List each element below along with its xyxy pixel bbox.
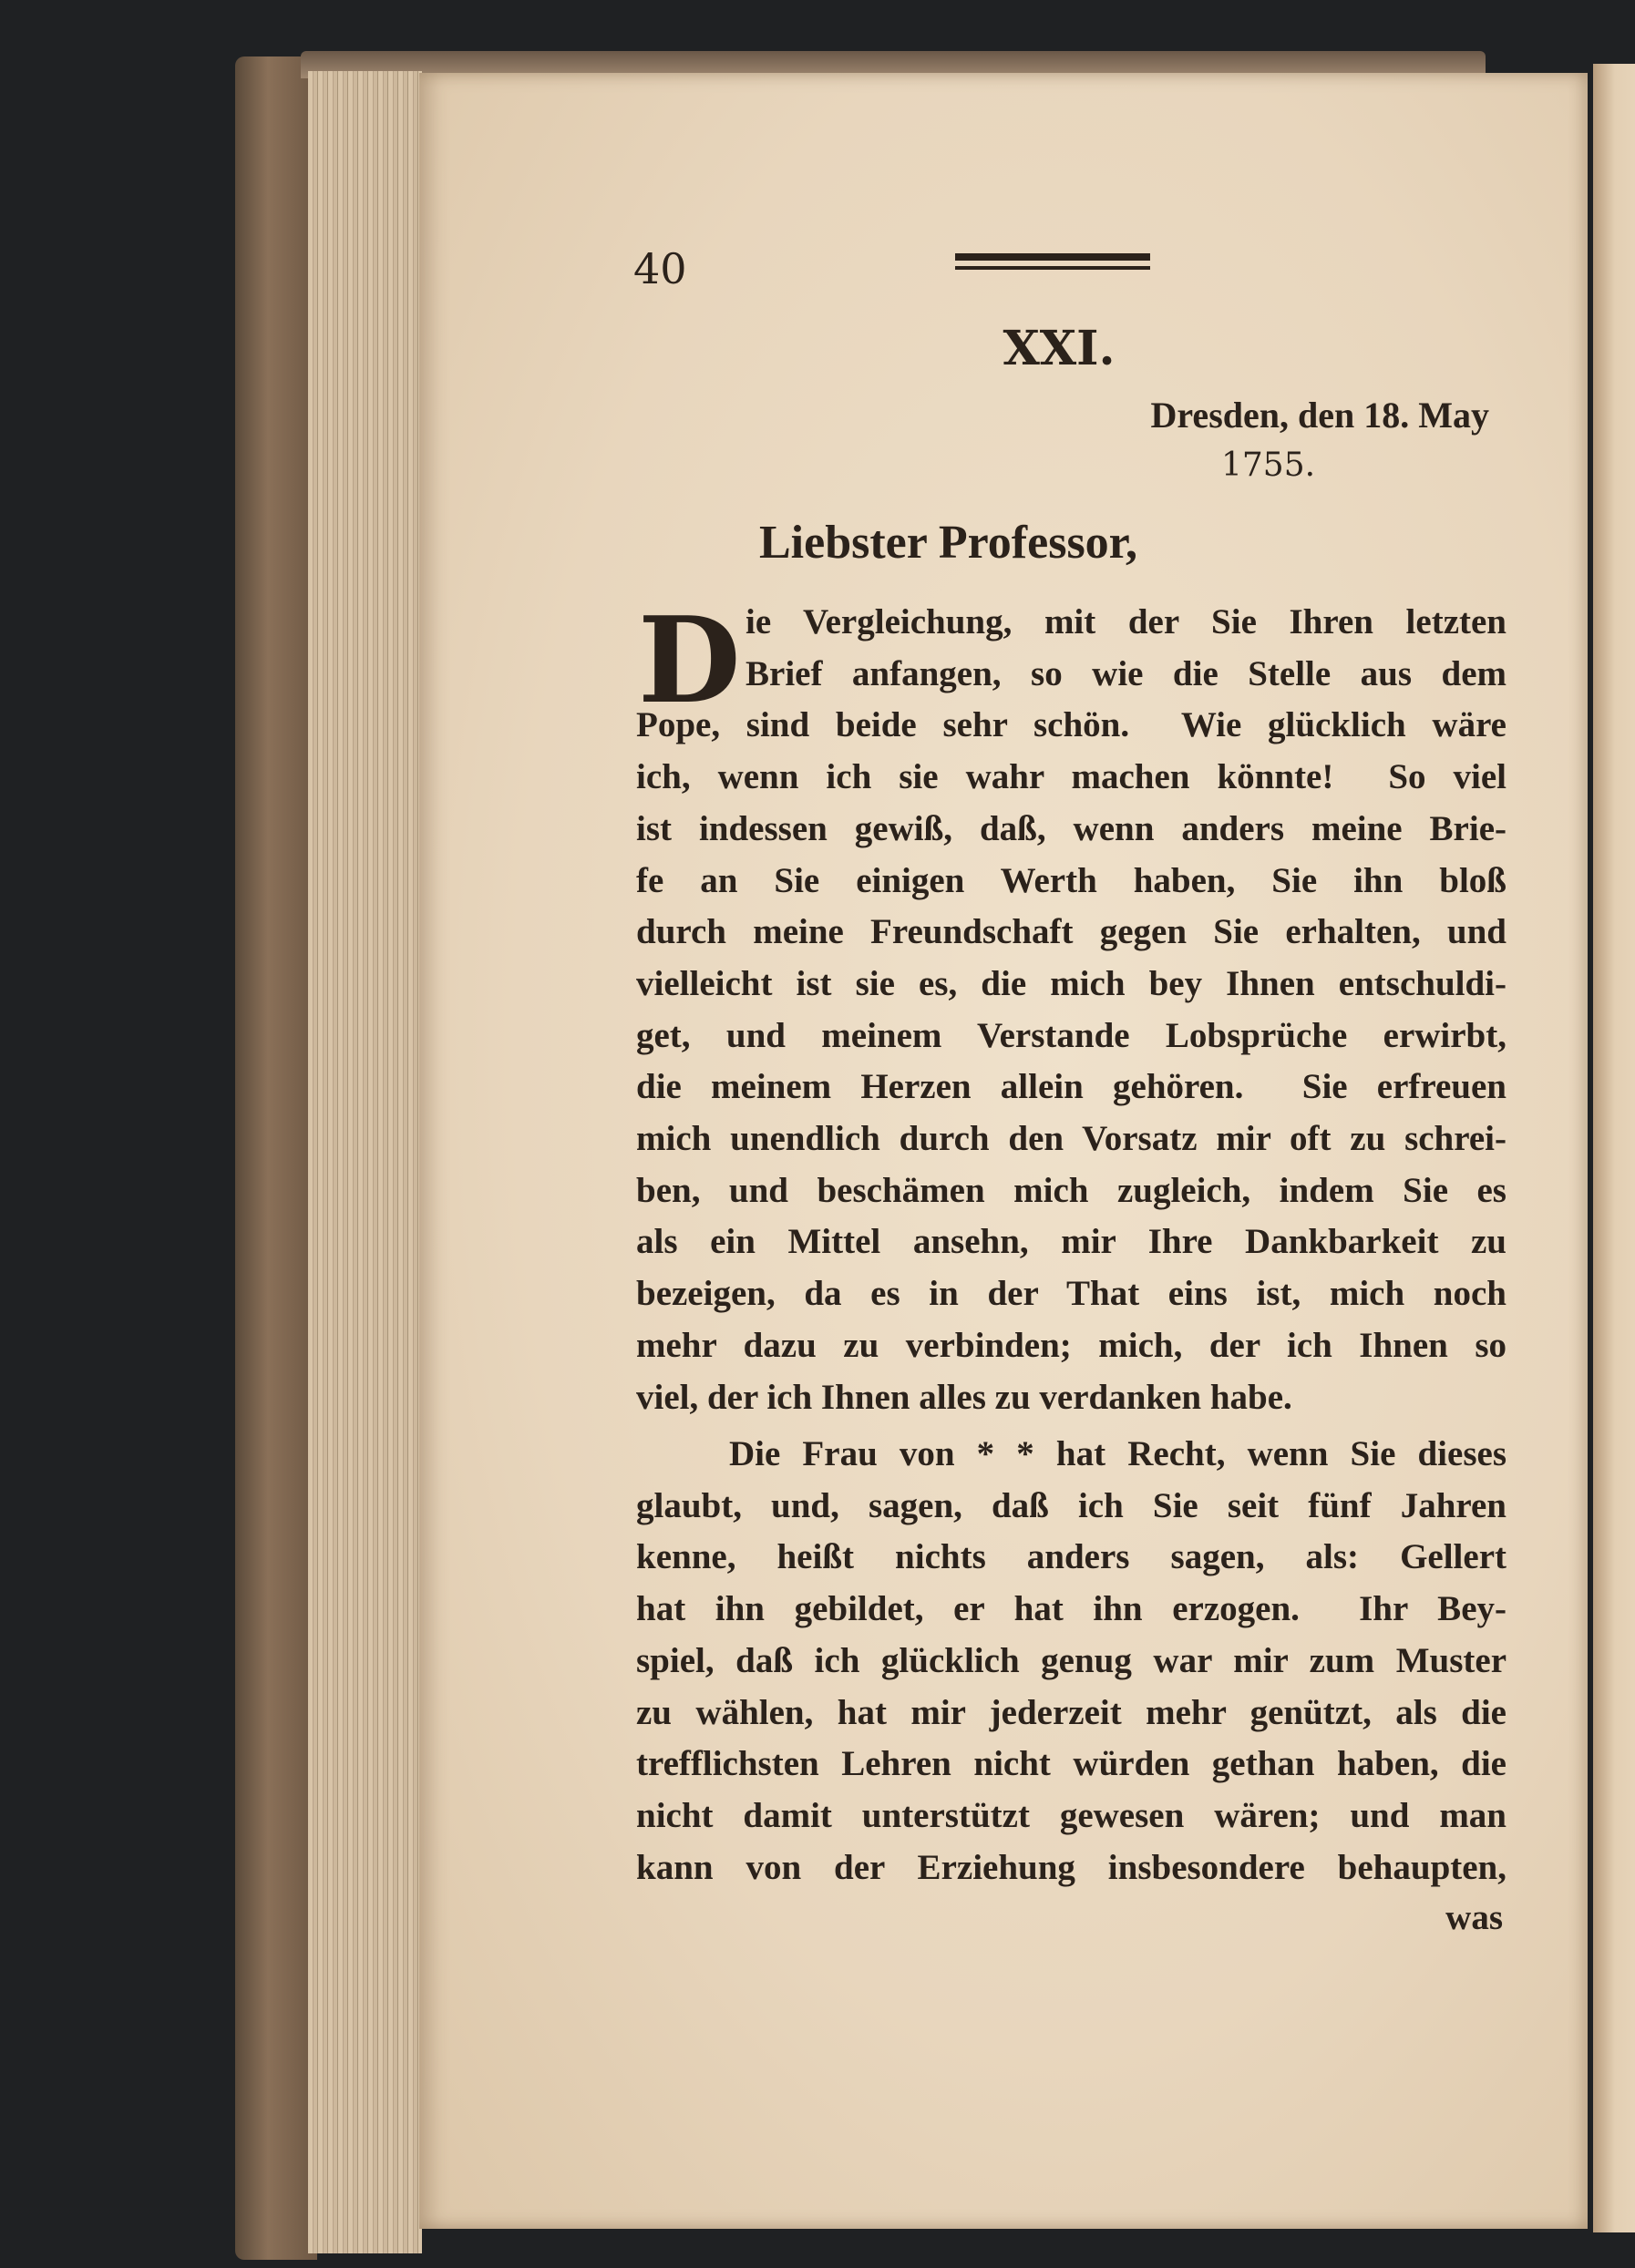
salutation: Liebster Professor, [759, 517, 1137, 569]
text-line: vielleicht ist sie es, die mich bey Ihnen entschuldi- [636, 963, 1506, 1003]
header-rule [955, 253, 1150, 261]
text-line: trefflichsten Lehren nicht würden gethan haben, die [636, 1744, 1506, 1784]
dateline: Dresden, den 18. May [1150, 395, 1489, 436]
text-line: nicht damit unterstützt gewesen wären; und man [636, 1795, 1506, 1835]
text-line: ich, wenn ich sie wahr machen könnte! So viel [636, 757, 1506, 797]
text-line-row [636, 855, 1506, 907]
text-line-row [636, 1061, 1506, 1113]
text-line-row [636, 1319, 1506, 1371]
page-number: 40 [633, 244, 687, 293]
chapter-number: XXI. [1003, 321, 1116, 376]
text-line: kenne, heißt nichts anders sagen, als: Gellert [636, 1537, 1506, 1577]
text-line: als ein Mittel ansehn, mir Ihre Dankbarkeit zu [636, 1222, 1506, 1262]
text-line-row [636, 1480, 1506, 1532]
text-line: Pope, sind beide sehr schön. Wie glücklich wäre [636, 705, 1506, 745]
text-line-row [636, 1635, 1506, 1687]
text-line-row [636, 751, 1506, 803]
text-line: Brief anfangen, so wie die Stelle aus dem [746, 653, 1506, 693]
text-line: ie Vergleichung, mit der Sie Ihren letzten [746, 602, 1506, 641]
text-line-row [636, 1531, 1506, 1583]
text-line: ben, und beschämen mich zugleich, indem Sie es [636, 1170, 1506, 1210]
text-line-row [636, 1216, 1506, 1267]
text-line: durch meine Freundschaft gegen Sie erhalten, und [636, 912, 1506, 952]
text-line-row [636, 1165, 1506, 1216]
text-line-row [746, 648, 1506, 700]
text-line-row [636, 1010, 1506, 1062]
text-line: hat ihn gebildet, er hat ihn erzogen. Ihr Bey- [636, 1589, 1506, 1629]
page-edges [308, 71, 422, 2253]
text-line-row [636, 906, 1506, 958]
text-line-row [636, 1371, 1506, 1423]
text-line-row [636, 1113, 1506, 1165]
text-line-row [636, 1842, 1506, 1893]
date-year: 1755. [1221, 446, 1316, 484]
book-cover [235, 56, 317, 2260]
text-line: die meinem Herzen allein gehören. Sie erfreuen [636, 1067, 1506, 1107]
text-line: glaubt, und, sagen, daß ich Sie seit fünf Jahren [636, 1485, 1506, 1525]
text-line-row [636, 958, 1506, 1010]
facing-page-edge [1593, 64, 1635, 2232]
text-line: spiel, daß ich glücklich genug war mir zum Muster [636, 1640, 1506, 1680]
text-line: kann von der Erziehung insbesondere behaupten, [636, 1847, 1506, 1887]
text-line-row [636, 1687, 1506, 1739]
text-line-row [636, 1790, 1506, 1842]
text-line: bezeigen, da es in der That eins ist, mich noch [636, 1274, 1506, 1314]
text-line-row [636, 1738, 1506, 1790]
text-line-row [636, 1267, 1506, 1319]
text-line-row [636, 803, 1506, 855]
text-line: viel, der ich Ihnen alles zu verdanken habe. [636, 1377, 1292, 1417]
text-line: ist indessen gewiß, daß, wenn anders meine Brie- [636, 808, 1506, 848]
header-rule-thin [955, 266, 1150, 270]
text-line: fe an Sie einigen Werth haben, Sie ihn bloß [636, 860, 1506, 900]
text-line-row [729, 1428, 1506, 1480]
text-line: zu wählen, hat mir jederzeit mehr genützt, als die [636, 1692, 1506, 1732]
text-line: mehr dazu zu verbinden; mich, der ich Ihnen so [636, 1325, 1506, 1365]
text-line-row [746, 596, 1506, 648]
text-line-row [636, 699, 1506, 751]
catchword: was [1445, 1898, 1503, 1937]
text-line: Die Frau von * * hat Recht, wenn Sie dieses [729, 1434, 1506, 1473]
drop-cap: D [638, 590, 741, 730]
text-line-row [636, 1583, 1506, 1635]
text-line: get, und meinem Verstande Lobsprüche erwirbt, [636, 1015, 1506, 1055]
text-line: mich unendlich durch den Vorsatz mir oft zu schrei- [636, 1119, 1506, 1158]
